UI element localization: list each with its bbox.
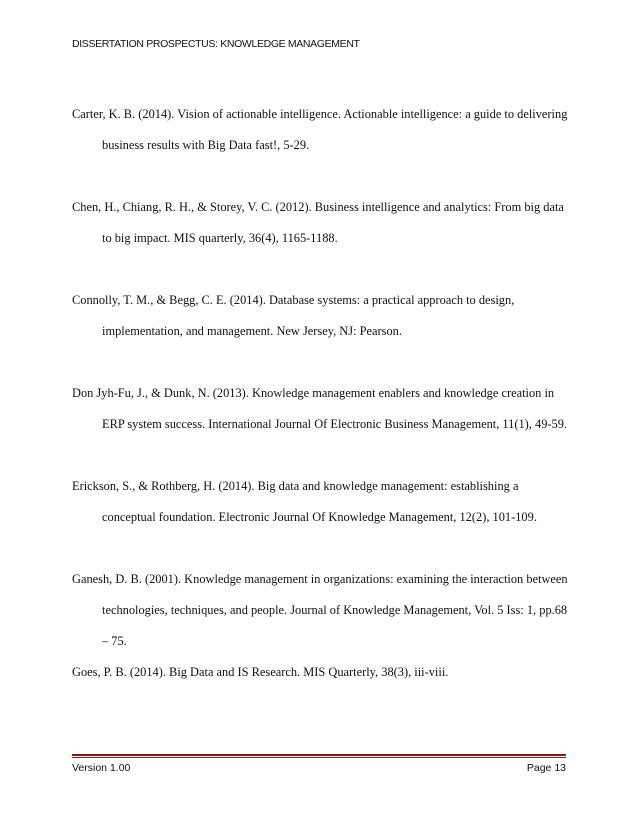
version-label: Version 1.00 — [72, 762, 131, 774]
reference-entry: Don Jyh-Fu, J., & Dunk, N. (2013). Knowledge management enablers and knowledge creation in ERP system success. International Journal Of Electronic Business Management, 11(1), 49-59. — [72, 386, 568, 431]
footer-rule-thin — [72, 757, 566, 758]
reference-entry: Ganesh, D. B. (2001). Knowledge management in organizations: examining the interaction between technologies, techniques, and people. Journal of Knowledge Management, Vol. 5 Iss: 1, pp.68 – 75. — [72, 572, 568, 648]
reference-entry: Erickson, S., & Rothberg, H. (2014). Big data and knowledge management: establishing a conceptual foundation. Electronic Journal Of Knowledge Management, 12(2), 101-109. — [72, 479, 537, 524]
footer-rule — [72, 754, 566, 756]
reference-entry: Chen, H., Chiang, R. H., & Storey, V. C. (2012). Business intelligence and analytics: From big data to big impact. MIS quarterly, 36(4), 1165-1188. — [72, 200, 564, 245]
reference-list — [72, 99, 572, 688]
running-header: DISSERTATION PROSPECTUS: KNOWLEDGE MANAGEMENT — [72, 38, 360, 50]
page-number: Page 13 — [526, 762, 566, 774]
reference-entry: Goes, P. B. (2014). Big Data and IS Research. MIS Quarterly, 38(3), iii-viii. — [72, 665, 449, 679]
reference-entry: Connolly, T. M., & Begg, C. E. (2014). Database systems: a practical approach to design, implementation, and management. New Jersey, NJ: Pearson. — [72, 293, 515, 338]
reference-entry: Carter, K. B. (2014). Vision of actionable intelligence. Actionable intelligence: a guide to delivering business results with Big Data fast!, 5-29. — [72, 107, 568, 152]
